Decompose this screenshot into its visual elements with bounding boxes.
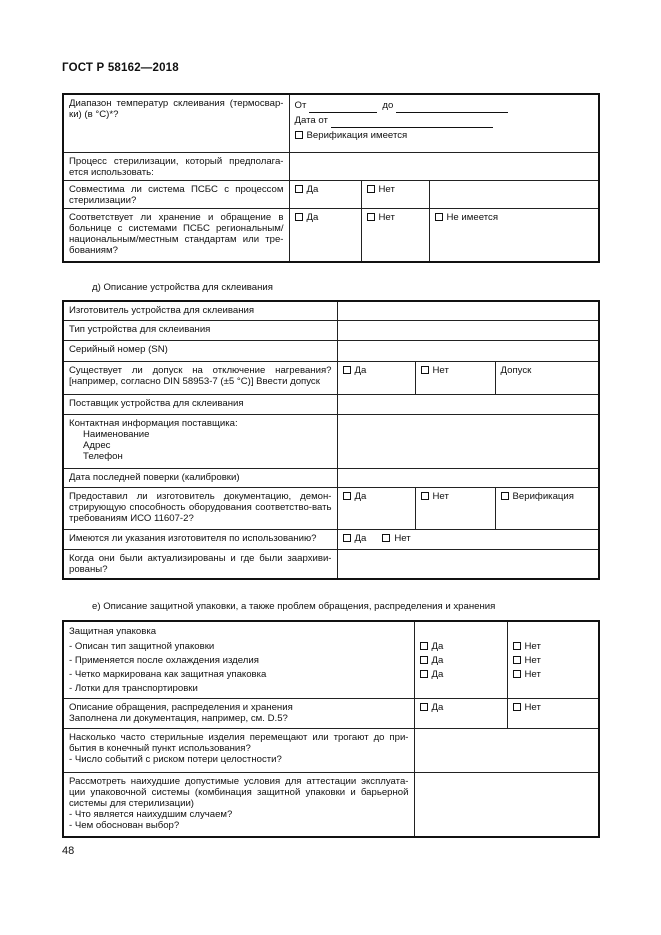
sterilization-process-label: Процесс стерилизации, который предполага-ется использовать: xyxy=(63,152,289,180)
handling-line1: Описание обращения, распределения и хранения xyxy=(69,702,293,713)
calibration-date-field[interactable] xyxy=(337,468,599,487)
temp-from-field[interactable] xyxy=(309,103,377,113)
serial-label: Серийный номер (SN) xyxy=(63,340,337,361)
worst-case-field[interactable] xyxy=(414,773,599,837)
pack-type-yes-checkbox[interactable] xyxy=(420,642,428,650)
updated-field[interactable] xyxy=(337,549,599,579)
pack-label-no-checkbox[interactable] xyxy=(513,670,521,678)
contact-label: Контактная информация поставщика: Наименование Адрес Телефон xyxy=(63,414,337,468)
worst-case-text: Рассмотреть наихудшие допустимые условия для аттестации эксплуата-ции упаковочной системы (комбинация защитной упаковки и барьерной системы для стерилизации) xyxy=(69,776,409,809)
packaging-item: - Лотки для транспортировки xyxy=(69,683,198,694)
sealing-parameters-table: Диапазон температур склеивания (термосвар-ки) (в °С)*? От до Дата от Верификация имеется Процесс стерилизации, который предполага-ется использовать: Совместима ли система ПСБС с процессом стерилизации? Да Нет Соответствует ли хранение и обращение в больнице с системами ПСБС региональным/национальным/местным стандартам или тре-бованиям? Да Нет Не имеется xyxy=(62,93,600,263)
sealing-device-table: Изготовитель устройства для склеивания Тип устройства для склеивания Серийный номер (SN) Существует ли допуск на отключение нагревания? [например, согласно DIN 58953-7 (±5 °С)] Ввести допуск Да Нет Допуск Поставщик устройства для склеивания Контактная информация поставщика: Наименование Адрес Телефон Дата последней поверки (калибровки) Предоставил ли изготовитель документацию, демон-стрирующую способность оборудования соответство-вать требованиям ИСО 11607-2? Да Нет Верификация Имеются ли указания изготовителя по использованию? Да Нет Когда они были актуализированы и где были заархиви-рованы? xyxy=(62,300,600,580)
instructions-yes-checkbox[interactable] xyxy=(343,534,351,542)
packaging-cell xyxy=(63,621,414,699)
packaging-item: - Описан тип защитной упаковки xyxy=(69,641,215,652)
supplier-label: Поставщик устройства для склеивания xyxy=(63,394,337,414)
verification-checkbox[interactable] xyxy=(295,131,303,139)
worst-case-sub1: - Что является наихудшим случаем? xyxy=(69,809,233,820)
compat-yes-checkbox[interactable] xyxy=(295,185,303,193)
packaging-item: - Применяется после охлаждения изделия xyxy=(69,655,259,666)
supplier-field[interactable] xyxy=(337,394,599,414)
packaging-title: Защитная упаковка xyxy=(69,626,157,637)
tolerance-value-field[interactable]: Допуск xyxy=(495,361,599,394)
manufacturer-field[interactable] xyxy=(337,301,599,320)
temp-to-field[interactable] xyxy=(396,103,508,113)
pack-label-yes-checkbox[interactable] xyxy=(420,670,428,678)
moves-cell xyxy=(63,729,414,773)
tolerance-no-checkbox[interactable] xyxy=(421,366,429,374)
instructions-no-checkbox[interactable] xyxy=(382,534,390,542)
pack-cooling-yes-checkbox[interactable] xyxy=(420,656,428,664)
docs-yes-checkbox[interactable] xyxy=(343,492,351,500)
storage-compliance-label: Соответствует ли хранение и обращение в больнице с системами ПСБС региональным/национальным/местным стандартам или тре-бованиям? xyxy=(63,208,289,262)
contact-field[interactable] xyxy=(337,414,599,468)
date-from-field[interactable] xyxy=(331,118,493,128)
pack-cooling-no-checkbox[interactable] xyxy=(513,656,521,664)
storage-no-checkbox[interactable] xyxy=(367,213,375,221)
docs-verification-checkbox[interactable] xyxy=(501,492,509,500)
moves-text: Насколько часто стерильные изделия перемещают или трогают до при-бытия в конечный пункт использования? xyxy=(69,732,409,754)
document-header: ГОСТ Р 58162—2018 xyxy=(62,62,179,74)
manufacturer-label: Изготовитель устройства для склеивания xyxy=(63,301,337,320)
packaging-item: - Четко маркирована как защитная упаковка xyxy=(69,669,267,680)
instructions-label: Имеются ли указания изготовителя по использованию? xyxy=(63,529,337,549)
handling-no-checkbox[interactable] xyxy=(513,703,521,711)
updated-label: Когда они были актуализированы и где были заархиви-рованы? xyxy=(63,549,337,579)
moves-field[interactable] xyxy=(414,729,599,773)
worst-case-cell xyxy=(63,773,414,837)
handling-cell xyxy=(63,699,414,729)
temp-range-label: Диапазон температур склеивания (термосвар-ки) (в °С)*? xyxy=(63,94,289,152)
serial-field[interactable] xyxy=(337,340,599,361)
compat-no-checkbox[interactable] xyxy=(367,185,375,193)
temp-range-cell: От до Дата от Верификация имеется xyxy=(289,94,599,152)
compatibility-label: Совместима ли система ПСБС с процессом стерилизации? xyxy=(63,180,289,208)
documentation-label: Предоставил ли изготовитель документацию, демон-стрирующую способность оборудования соответство-вать требованиям ИСО 11607-2? xyxy=(63,487,337,529)
handling-line2: Заполнена ли документация, например, см. D.5? xyxy=(69,713,288,724)
calibration-date-label: Дата последней поверки (калибровки) xyxy=(63,468,337,487)
storage-none-checkbox[interactable] xyxy=(435,213,443,221)
section-d-caption: д) Описание устройства для склеивания xyxy=(92,282,273,293)
sterilization-process-field[interactable] xyxy=(289,152,599,180)
contact-name-label: Наименование xyxy=(83,428,150,440)
device-type-field[interactable] xyxy=(337,320,599,340)
handling-yes-checkbox[interactable] xyxy=(420,703,428,711)
docs-no-checkbox[interactable] xyxy=(421,492,429,500)
storage-yes-checkbox[interactable] xyxy=(295,213,303,221)
moves-sub: - Число событий с риском потери целостности? xyxy=(69,754,282,765)
device-type-label: Тип устройства для склеивания xyxy=(63,320,337,340)
contact-phone-label: Телефон xyxy=(83,450,123,462)
tolerance-yes-checkbox[interactable] xyxy=(343,366,351,374)
protective-packaging-table: Защитная упаковка - Описан тип защитной упаковки - Применяется после охлаждения изделия - Четко маркирована как защитная упаковка - Лотки для транспортировки Да Да Да Нет Нет Нет Описание обращения, распределения и хранения Заполнена ли документация, например, см. D.5? Да Нет Насколько часто стерильные изделия перемещают или трогают до при-бытия в конечный пункт использования? - Число событий с риском потери целостности? Рассмотреть наихудшие допустимые условия для аттестации эксплуата-ции упаковочной системы (комбинация защитной упаковки и барьерной системы для стерилизации) - Что является наихудшим случаем? - Чем обоснован выбор? xyxy=(62,620,600,838)
section-e-caption: е) Описание защитной упаковки, а также проблем обращения, распределения и хранения xyxy=(92,601,496,612)
tolerance-label: Существует ли допуск на отключение нагревания? [например, согласно DIN 58953-7 (±5 °С)] Ввести допуск xyxy=(63,361,337,394)
pack-type-no-checkbox[interactable] xyxy=(513,642,521,650)
page-number: 48 xyxy=(62,845,75,857)
worst-case-sub2: - Чем обоснован выбор? xyxy=(69,820,180,831)
contact-address-label: Адрес xyxy=(83,439,111,451)
